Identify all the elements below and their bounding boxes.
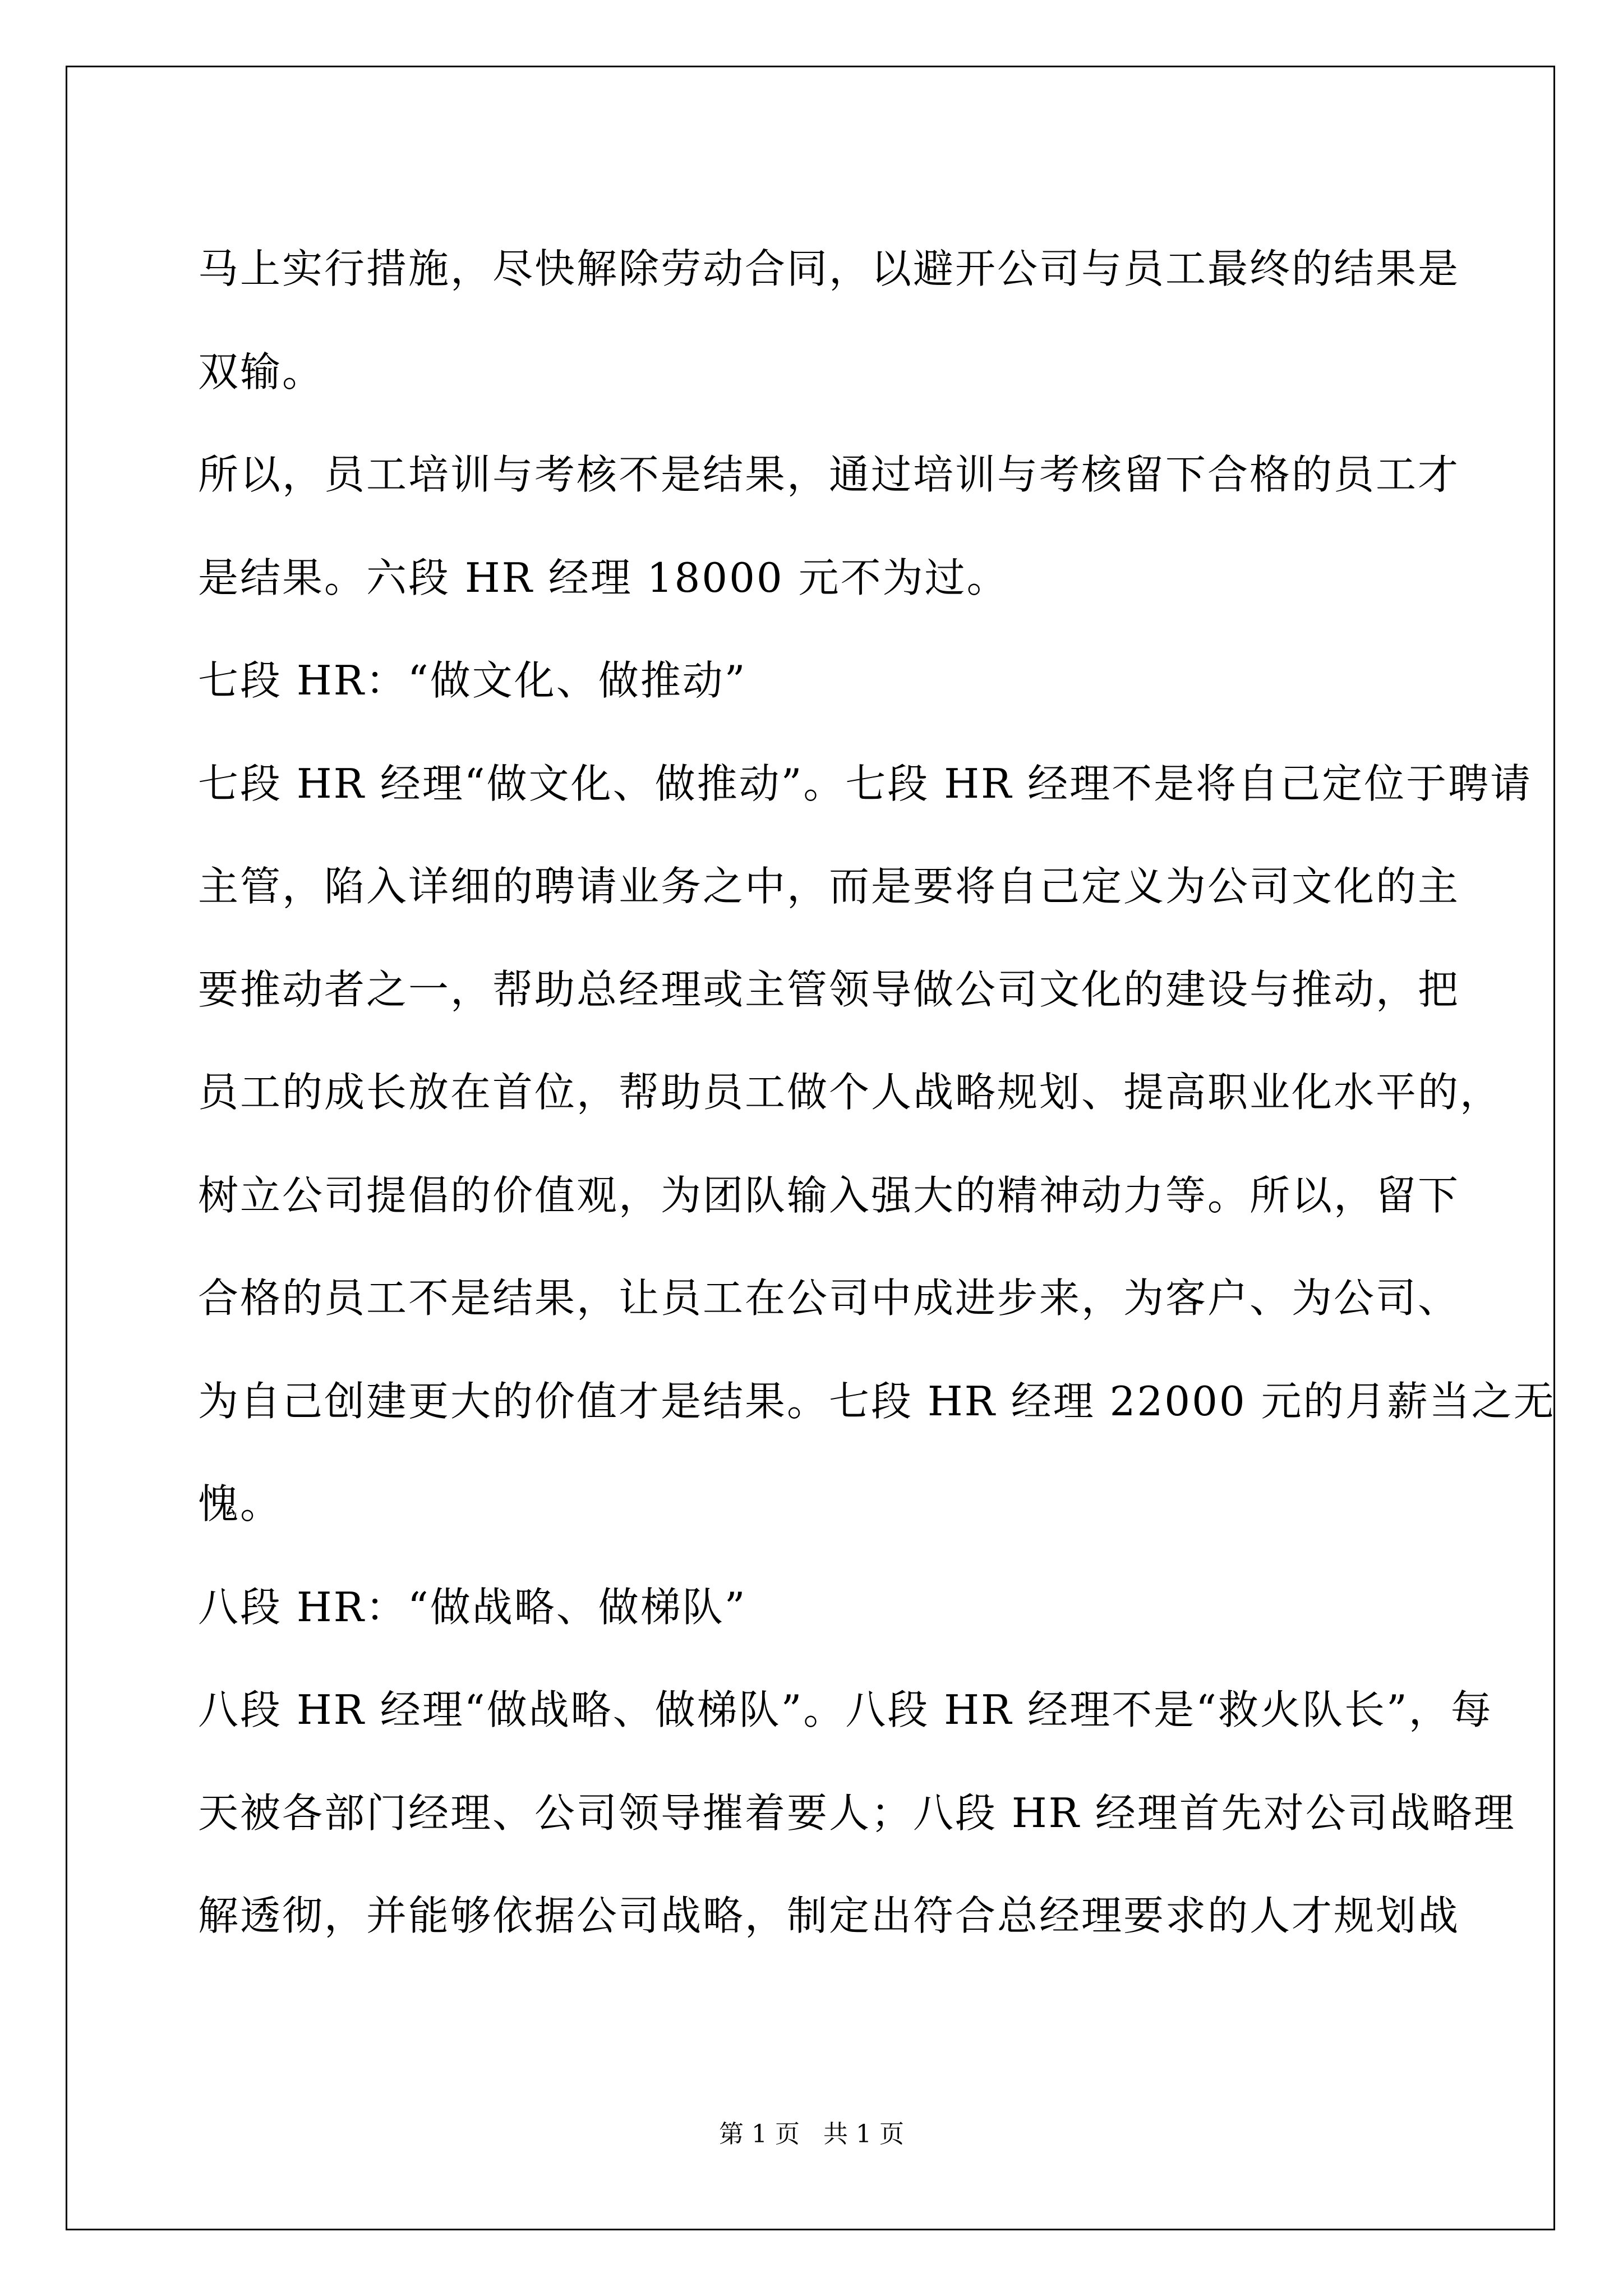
- text-line: 要推动者之一，帮助总经理或主管领导做公司文化的建设与推动，把: [198, 965, 1460, 1013]
- text-line: 为自己创建更大的价值才是结果。七段 HR 经理 22000 元的月薪当之无: [198, 1377, 1556, 1425]
- section-heading: [198, 1556, 1437, 1659]
- page-footer: [0, 2118, 1623, 2151]
- text-line: 马上实行措施，尽快解除劳动合同，以避开公司与员工最终的结果是: [198, 245, 1460, 292]
- text-line: 员工的成长放在首位，帮助员工做个人战略规划、提高职业化水平的，: [198, 1069, 1502, 1116]
- text-line: 所以，员工培训与考核不是结果，通过培训与考核留下合格的员工才: [198, 451, 1460, 498]
- text-line: 天被各部门经理、公司领导摧着要人；八段 HR 经理首先对公司战略理: [198, 1789, 1516, 1837]
- document-body: [198, 218, 1556, 1968]
- text-line: 八段 HR 经理“做战略、做梯队”。八段 HR 经理不是“救火队长”，每: [198, 1686, 1493, 1733]
- paragraph: [198, 733, 1556, 1556]
- text-line: 合格的员工不是结果，让员工在公司中成进步来，为客户、为公司、: [198, 1274, 1460, 1322]
- paragraph: [198, 1659, 1516, 1968]
- text-line: 七段 HR 经理“做文化、做推动”。七段 HR 经理不是将自己定位于聘请: [198, 760, 1533, 807]
- text-line: 解透彻，并能够依据公司战略，制定出符合总经理要求的人才规划战: [198, 1892, 1460, 1939]
- paragraph: [198, 218, 1460, 424]
- text-line: 是结果。六段 HR 经理 18000 元不为过。: [198, 554, 1009, 601]
- text-line: 七段 HR：“做文化、做推动”: [198, 657, 747, 704]
- footer-spacer: [800, 2120, 823, 2148]
- page-number: 第 1 页: [719, 2120, 800, 2148]
- text-line: 愧。: [198, 1480, 283, 1527]
- paragraph: [198, 424, 1460, 629]
- section-heading: [198, 629, 1437, 733]
- text-line: 双输。: [198, 348, 325, 395]
- text-line: 主管，陷入详细的聘请业务之中，而是要将自己定义为公司文化的主: [198, 863, 1460, 910]
- text-line: 树立公司提倡的价值观，为团队输入强大的精神动力等。所以，留下: [198, 1171, 1460, 1219]
- text-line: 八段 HR：“做战略、做梯队”: [198, 1583, 747, 1631]
- page-total: 共 1 页: [823, 2120, 904, 2148]
